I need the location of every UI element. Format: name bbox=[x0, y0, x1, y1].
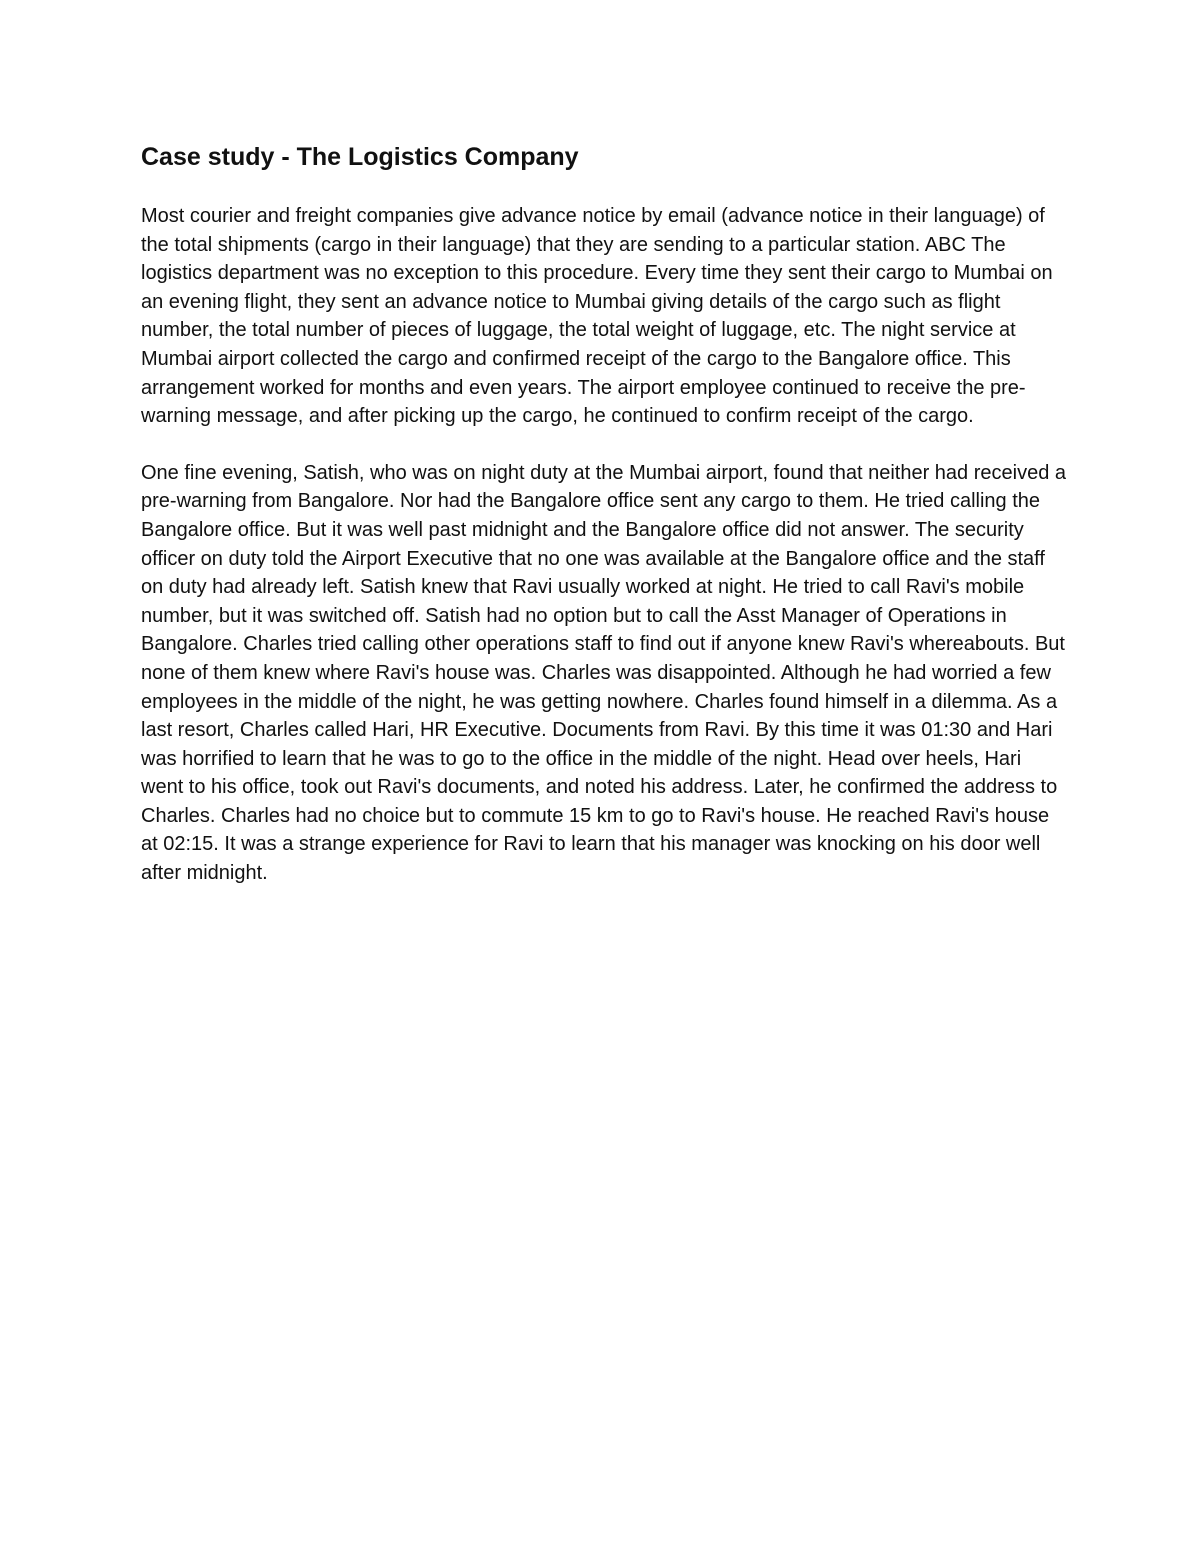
document-body bbox=[141, 140, 1066, 916]
paragraph-1: Most courier and freight companies give advance notice by email (advance notice in their language) of the total shipments (cargo in their language) that they are sending to a particular station. ABC The logistics department was no exception to this procedure. Every time they sent their cargo to Mumbai on an evening flight, they sent an advance notice to Mumbai giving details of the cargo such as flight number, the total number of pieces of luggage, the total weight of luggage, etc. The night service at Mumbai airport collected the cargo and confirmed receipt of the cargo to the Bangalore office. This arrangement worked for months and even years. The airport employee continued to receive the pre-warning message, and after picking up the cargo, he continued to confirm receipt of the cargo. bbox=[141, 205, 1053, 428]
document-title: Case study - The Logistics Company bbox=[141, 143, 579, 171]
paragraph-2: One fine evening, Satish, who was on night duty at the Mumbai airport, found that neither had received a pre-warning from Bangalore. Nor had the Bangalore office sent any cargo to them. He tried calling the Bangalore office. But it was well past midnight and the Bangalore office did not answer. The security officer on duty told the Airport Executive that no one was available at the Bangalore office and the staff on duty had already left. Satish knew that Ravi usually worked at night. He tried to call Ravi's mobile number, but it was switched off. Satish had no option but to call the Asst Manager of Operations in Bangalore. Charles tried calling other operations staff to find out if anyone knew Ravi's whereabouts. But none of them knew where Ravi's house was. Charles was disappointed. Although he had worried a few employees in the middle of the night, he was getting nowhere. Charles found himself in a dilemma. As a last resort, Charles called Hari, HR Executive. Documents from Ravi. By this time it was 01:30 and Hari was horrified to learn that he was to go to the office in the middle of the night. Head over heels, Hari went to his office, took out Ravi's documents, and noted his address. Later, he confirmed the address to Charles. Charles had no choice but to commute 15 km to go to Ravi's house. He reached Ravi's house at 02:15. It was a strange experience for Ravi to learn that his manager was knocking on his door well after midnight. bbox=[141, 461, 1067, 885]
